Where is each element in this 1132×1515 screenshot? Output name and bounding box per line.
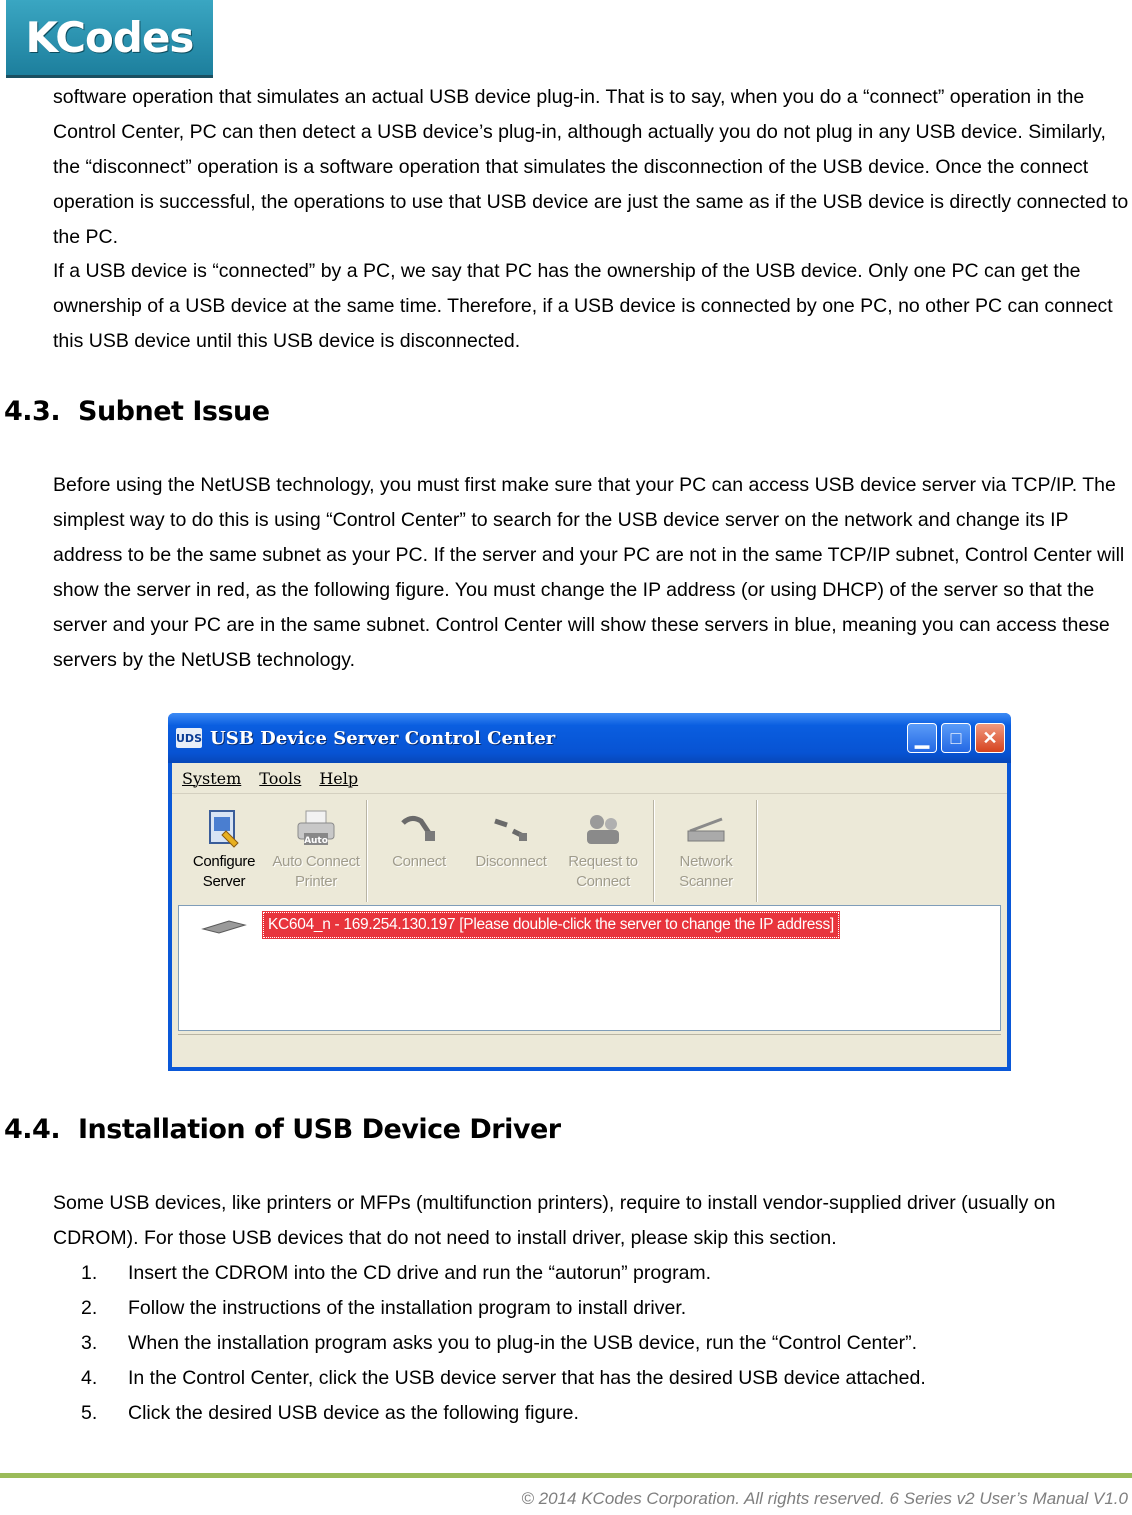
connect-icon bbox=[396, 806, 442, 852]
list-item: 3. When the installation program asks you to plug-in the USB device, run the “Control Center”. bbox=[81, 1331, 918, 1354]
control-center-window bbox=[168, 713, 1011, 1071]
server-entry-label: KC604_n - 169.254.130.197 [Please double-click the server to change the IP address] bbox=[263, 912, 839, 938]
toolbar-group-scanner bbox=[660, 800, 757, 902]
subnet-paragraph: Before using the NetUSB technology, you must first make sure that your PC can access USB device server via TCP/IP. The simplest way to do this is using “Control Center” to search for the USB device server on the network and change its IP address to be the same subnet as your PC. If the server and your PC are not in the same TCP/IP subnet, Control Center will show the server in red, as the following figure. You must change the IP address (or using DHCP) of the server so that the server and your PC are in the same subnet. Control Center will show these servers in blue, meaning you can access these servers by the NetUSB technology. bbox=[53, 474, 1125, 671]
auto-connect-printer-label: Auto Connect Printer bbox=[272, 853, 360, 890]
disconnect-button[interactable] bbox=[465, 800, 557, 902]
network-scanner-label: Network Scanner bbox=[679, 853, 733, 890]
app-icon: UDS bbox=[176, 728, 202, 748]
menu-help[interactable]: Help bbox=[319, 768, 359, 788]
status-bar bbox=[178, 1034, 1001, 1061]
server-list bbox=[178, 905, 1001, 1031]
configure-server-label: Configure Server bbox=[192, 853, 256, 890]
usb-server-icon bbox=[199, 913, 249, 937]
menu-tools[interactable]: Tools bbox=[259, 768, 302, 788]
install-steps-list bbox=[53, 1256, 1123, 1431]
scanner-icon bbox=[683, 806, 729, 852]
logo-text: KCodes bbox=[25, 13, 194, 62]
maximize-icon: □ bbox=[950, 727, 962, 748]
window-title: USB Device Server Control Center bbox=[210, 727, 556, 749]
list-item: 1. Insert the CDROM into the CD drive and run the “autorun” program. bbox=[81, 1262, 712, 1284]
window-client bbox=[172, 763, 1007, 1067]
network-scanner-button[interactable] bbox=[660, 800, 752, 902]
intro-paragraph-2: If a USB device is “connected” by a PC, we say that PC has the ownership of the USB device. Only one PC can get the ownership of a USB device at the same time. Therefore, if a USB device is connected by one PC, no other PC can connect this USB device until this USB device is disconnected. bbox=[53, 260, 1113, 352]
request-to-connect-button[interactable] bbox=[557, 800, 649, 902]
request-to-connect-label: Request to Connect bbox=[568, 853, 638, 890]
section-number: 4.3. bbox=[4, 396, 61, 427]
svg-text:Auto: Auto bbox=[304, 836, 328, 846]
intro-paragraph-1: software operation that simulates an actual USB device plug-in. That is to say, when you do a “connect” operation in the Control Center, PC can then detect a USB device’s plug-in, although actually you do not plug in any USB device. Similarly, the “disconnect” operation is a software operation that simulates the disconnection of the USB device. Once the connect operation is successful, the operations to use that USB device are just the same as if the USB device is directly connected to the PC. bbox=[53, 86, 1129, 248]
list-item: 5. Click the desired USB device as the following figure. bbox=[81, 1401, 579, 1424]
window-titlebar[interactable] bbox=[168, 713, 1011, 763]
section-heading-4-4 bbox=[4, 1114, 561, 1145]
toolbar-group-server bbox=[178, 800, 367, 902]
section-number: 4.4. bbox=[4, 1114, 61, 1145]
toolbar bbox=[172, 794, 1007, 904]
footer-copyright: © 2014 KCodes Corporation. All rights reserved. 6 Series v2 User’s Manual V1.0 bbox=[521, 1489, 1128, 1508]
close-button[interactable] bbox=[975, 723, 1005, 753]
server-list-item[interactable] bbox=[199, 912, 839, 938]
list-item: 4. In the Control Center, click the USB device server that has the desired USB device attached. bbox=[81, 1366, 926, 1389]
close-icon: ✕ bbox=[982, 727, 998, 748]
menu-bar bbox=[172, 763, 1007, 794]
configure-server-icon bbox=[201, 806, 247, 852]
printer-icon bbox=[293, 806, 339, 852]
driver-paragraph: Some USB devices, like printers or MFPs (multifunction printers), require to install vendor-supplied driver (usually on CDROM). For those USB devices that do not need to install driver, please skip this section. bbox=[53, 1192, 1056, 1249]
minimize-icon: ▁ bbox=[915, 727, 929, 748]
minimize-button[interactable] bbox=[907, 723, 937, 753]
connect-button[interactable] bbox=[373, 800, 465, 902]
section-heading-4-3 bbox=[4, 396, 270, 427]
footer-divider bbox=[0, 1473, 1132, 1478]
configure-server-button[interactable] bbox=[178, 800, 270, 902]
request-connect-icon bbox=[580, 806, 626, 852]
list-item: 2. Follow the instructions of the installation program to install driver. bbox=[81, 1296, 687, 1319]
auto-connect-printer-button[interactable] bbox=[270, 800, 362, 902]
toolbar-group-device bbox=[373, 800, 654, 902]
section-title: Subnet Issue bbox=[78, 396, 270, 427]
maximize-button[interactable] bbox=[941, 723, 971, 753]
disconnect-label: Disconnect bbox=[475, 853, 547, 870]
kcodes-logo bbox=[6, 0, 213, 78]
connect-label: Connect bbox=[392, 853, 446, 870]
section-title: Installation of USB Device Driver bbox=[78, 1114, 561, 1145]
disconnect-icon bbox=[488, 806, 534, 852]
menu-system[interactable]: System bbox=[182, 768, 242, 788]
